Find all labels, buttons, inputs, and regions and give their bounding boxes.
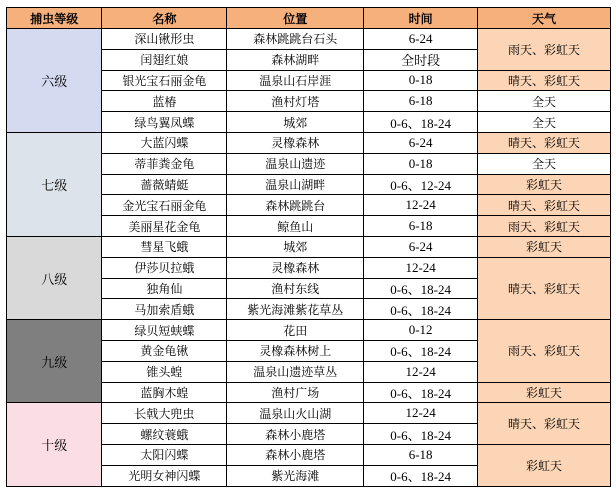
weather-cell: 全天	[477, 91, 610, 112]
name-cell: 彗星飞蛾	[102, 236, 227, 257]
name-cell: 蓝椿	[102, 91, 227, 112]
time-cell: 0-6、18-24	[364, 278, 478, 299]
location-cell: 鲸鱼山	[227, 216, 364, 237]
name-cell: 深山锹形虫	[102, 29, 227, 50]
weather-cell: 雨天、彩虹天	[477, 29, 610, 71]
name-cell: 银光宝石丽金龟	[102, 70, 227, 91]
header-level: 捕虫等级	[7, 8, 102, 29]
time-cell: 6-18	[364, 91, 478, 112]
time-cell: 6-18	[364, 444, 478, 465]
time-cell: 12-24	[364, 361, 478, 382]
time-cell: 6-24	[364, 236, 478, 257]
location-cell: 温泉山湖畔	[227, 174, 364, 195]
name-cell: 伊莎贝拉蛾	[102, 257, 227, 278]
weather-cell: 雨天、彩虹天	[477, 320, 610, 382]
header-row	[7, 8, 611, 29]
time-cell: 0-6、18-24	[364, 112, 478, 133]
name-cell: 长戟大兜虫	[102, 403, 227, 424]
weather-cell: 晴天、彩虹天	[477, 70, 610, 91]
name-cell: 独角仙	[102, 278, 227, 299]
name-cell: 马加索盾蛾	[102, 299, 227, 320]
insect-table	[6, 7, 611, 487]
time-cell: 0-6、12-24	[364, 174, 478, 195]
level-cell: 九级	[7, 320, 102, 403]
name-cell: 绿鸟翼凤蝶	[102, 112, 227, 133]
location-cell: 灵橡森林	[227, 257, 364, 278]
name-cell: 螺纹蓑蛾	[102, 424, 227, 445]
location-cell: 森林小鹿塔	[227, 444, 364, 465]
location-cell: 花田	[227, 320, 364, 341]
location-cell: 森林小鹿塔	[227, 424, 364, 445]
location-cell: 城郊	[227, 112, 364, 133]
time-cell: 0-6、18-24	[364, 299, 478, 320]
level-cell: 八级	[7, 236, 102, 319]
location-cell: 紫光海滩紫花草丛	[227, 299, 364, 320]
location-cell: 温泉山火山湖	[227, 403, 364, 424]
table-body	[7, 29, 611, 487]
name-cell: 闰翅红娘	[102, 49, 227, 70]
level-cell: 十级	[7, 403, 102, 486]
name-cell: 光明女神闪蝶	[102, 465, 227, 486]
location-cell: 灵橡森林树上	[227, 340, 364, 361]
name-cell: 金光宝石丽金龟	[102, 195, 227, 216]
table-row	[7, 132, 611, 153]
header-time: 时间	[364, 8, 478, 29]
weather-cell: 全天	[477, 112, 610, 133]
name-cell: 大蓝闪蝶	[102, 132, 227, 153]
time-cell: 0-18	[364, 153, 478, 174]
header-weather: 天气	[477, 8, 610, 29]
time-cell: 0-6、18-24	[364, 340, 478, 361]
weather-cell: 晴天、彩虹天	[477, 132, 610, 153]
location-cell: 温泉山石岸涯	[227, 70, 364, 91]
header-location: 位置	[227, 8, 364, 29]
weather-cell: 全天	[477, 153, 610, 174]
time-cell: 0-6、18-24	[364, 424, 478, 445]
name-cell: 美丽星花金龟	[102, 216, 227, 237]
weather-cell: 晴天、彩虹天	[477, 195, 610, 216]
location-cell: 城郊	[227, 236, 364, 257]
name-cell: 绿贝短蛱蝶	[102, 320, 227, 341]
time-cell: 0-6、18-24	[364, 382, 478, 403]
location-cell: 渔村东线	[227, 278, 364, 299]
time-cell: 全时段	[364, 49, 478, 70]
time-cell: 0-18	[364, 70, 478, 91]
level-cell: 六级	[7, 29, 102, 133]
location-cell: 森林跳跳台石头	[227, 29, 364, 50]
name-cell: 黄金龟锹	[102, 340, 227, 361]
name-cell: 蓝胸木蝗	[102, 382, 227, 403]
table-row	[7, 320, 611, 341]
weather-cell: 晴天、彩虹天	[477, 257, 610, 319]
header-name: 名称	[102, 8, 227, 29]
time-cell: 12-24	[364, 403, 478, 424]
weather-cell: 彩虹天	[477, 174, 610, 195]
location-cell: 森林湖畔	[227, 49, 364, 70]
name-cell: 蔷薇蜻蜓	[102, 174, 227, 195]
time-cell: 6-24	[364, 29, 478, 50]
location-cell: 温泉山遗迹草丛	[227, 361, 364, 382]
time-cell: 0-12	[364, 320, 478, 341]
time-cell: 6-18	[364, 216, 478, 237]
location-cell: 渔村广场	[227, 382, 364, 403]
time-cell: 0-6、18-24	[364, 465, 478, 486]
weather-cell: 彩虹天	[477, 382, 610, 403]
table-row	[7, 29, 611, 50]
location-cell: 紫光海滩	[227, 465, 364, 486]
location-cell: 渔村灯塔	[227, 91, 364, 112]
weather-cell: 彩虹天	[477, 236, 610, 257]
time-cell: 6-24	[364, 132, 478, 153]
time-cell: 12-24	[364, 257, 478, 278]
table-row	[7, 403, 611, 424]
location-cell: 灵橡森林	[227, 132, 364, 153]
weather-cell: 彩虹天	[477, 444, 610, 486]
location-cell: 温泉山遗迹	[227, 153, 364, 174]
name-cell: 太阳闪蝶	[102, 444, 227, 465]
table-row	[7, 236, 611, 257]
location-cell: 森林跳跳台	[227, 195, 364, 216]
name-cell: 锥头蝗	[102, 361, 227, 382]
weather-cell: 雨天、彩虹天	[477, 216, 610, 237]
level-cell: 七级	[7, 132, 102, 236]
name-cell: 蒂菲粪金龟	[102, 153, 227, 174]
weather-cell: 晴天、彩虹天	[477, 403, 610, 445]
time-cell: 12-24	[364, 195, 478, 216]
